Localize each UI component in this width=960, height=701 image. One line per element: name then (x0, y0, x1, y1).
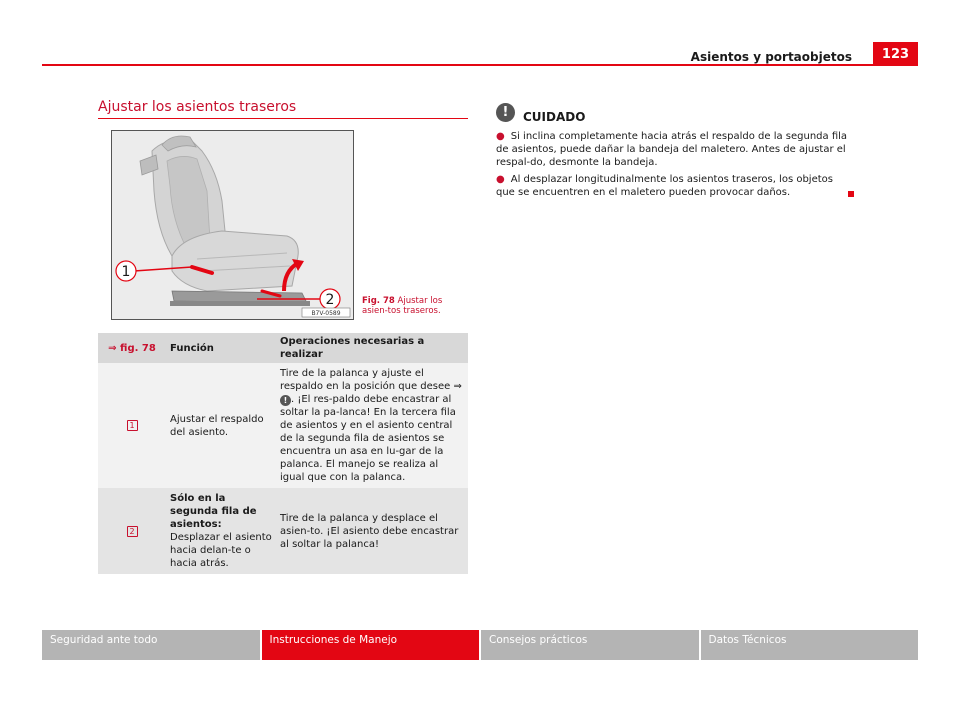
callout-2: 2 (325, 292, 335, 308)
table-row (98, 488, 468, 574)
figure-code: B7V-0589 (311, 310, 341, 317)
section-title: Ajustar los asientos traseros (98, 99, 297, 115)
chapter-tabs (42, 630, 918, 660)
header-title: Asientos y portaobjetos (690, 50, 852, 64)
function-cell (166, 488, 276, 574)
col-header-operations: Operaciones necesarias a realizar (276, 333, 468, 363)
tab-seguridad[interactable]: Seguridad ante todo (42, 630, 260, 660)
operation-text-b: . ¡El res-paldo debe encastrar al soltar la pa-lanca! En la tercera fila de asientos y en el asiento central de la segunda fila de asientos se encuentra un asa en lu-gar de la palanca. El manejo se realiza al igual que con la palanca. (280, 394, 456, 483)
tab-consejos[interactable]: Consejos prácticos (481, 630, 699, 660)
bullet-icon: ● (496, 131, 505, 142)
caution-item (496, 173, 856, 199)
warning-icon[interactable]: ! (280, 395, 291, 406)
col-header-figure-ref[interactable]: ⇒ fig. 78 (98, 333, 166, 363)
function-bold: Sólo en la segunda fila de asientos: (170, 493, 257, 530)
caution-item-text: Si inclina completamente hacia atrás el respaldo de la segunda fila de asientos, puede dañar la bandeja del maletero. Antes de ajustar el respal-do, desmonte la bandeja. (496, 131, 848, 168)
operation-cell (276, 363, 468, 488)
tab-datos[interactable]: Datos Técnicos (701, 630, 919, 660)
row-number-badge: 2 (127, 526, 138, 537)
col-header-function: Función (166, 333, 276, 363)
table-row (98, 363, 468, 488)
caution-block (496, 100, 856, 199)
caution-item-text: Al desplazar longitudinalmente los asientos traseros, los objetos que se encuentren en el maletero pueden provocar daños. (496, 174, 833, 198)
end-of-section-icon (848, 191, 854, 197)
seat-illustration (111, 130, 354, 320)
header-rule (42, 64, 918, 66)
seat-drawing (112, 131, 353, 319)
function-cell: Ajustar el respaldo del asiento. (166, 363, 276, 488)
tab-instrucciones[interactable]: Instrucciones de Manejo (262, 630, 480, 660)
operations-table (98, 333, 468, 574)
figure-caption-label: Fig. 78 (362, 296, 395, 306)
operation-cell: Tire de la palanca y desplace el asien-to. ¡El asiento debe encastrar al soltar la palanca! (276, 488, 468, 574)
figure-caption-text: Ajustar los asien-tos traseros. (362, 296, 443, 316)
page-number: 123 (873, 42, 918, 66)
caution-title: CUIDADO (523, 110, 586, 124)
function-rest: Desplazar el asiento hacia delan-te o hacia atrás. (170, 532, 272, 569)
callout-1: 1 (121, 264, 131, 280)
row-number-badge: 1 (127, 420, 138, 431)
bullet-icon: ● (496, 174, 505, 185)
warning-icon: ! (496, 103, 515, 122)
figure-caption (362, 296, 468, 316)
operation-text-a: Tire de la palanca y ajuste el respaldo en la posición que desee ⇒ (280, 368, 462, 392)
section-rule (98, 118, 468, 119)
caution-item (496, 130, 856, 169)
